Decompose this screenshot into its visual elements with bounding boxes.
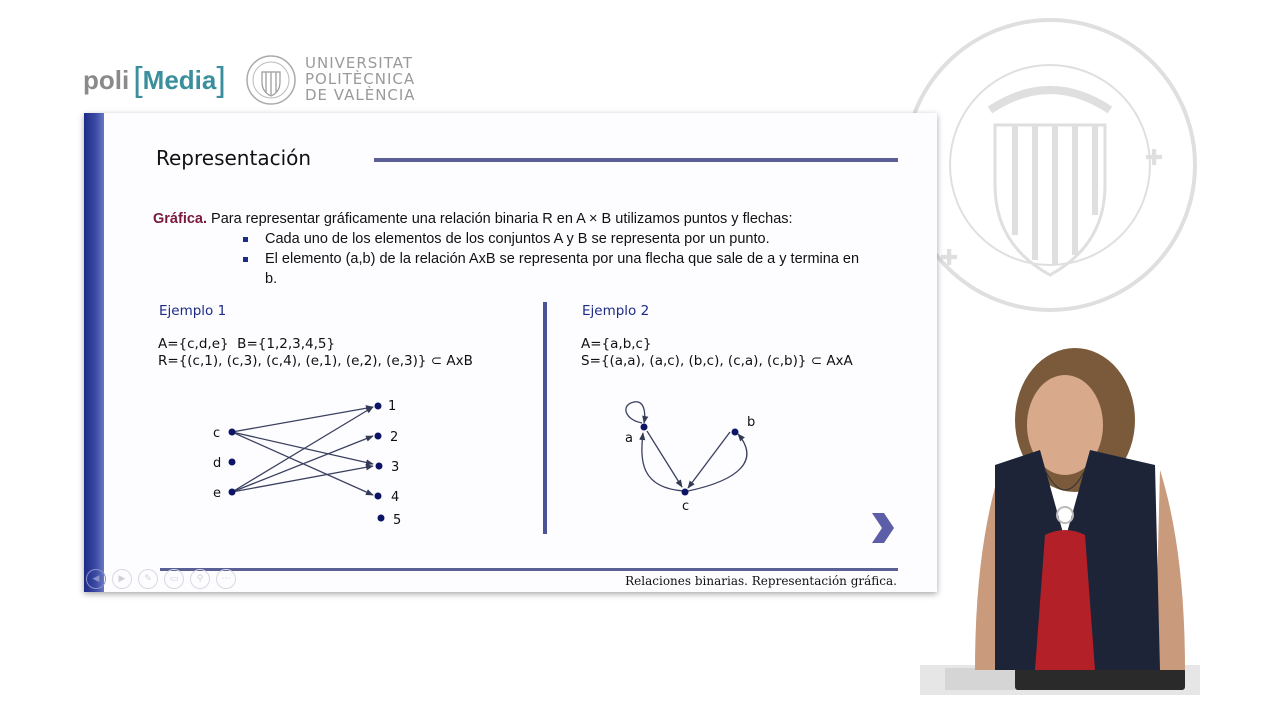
bullet-text: Cada uno de los elementos de los conjuntos A y B se representa por un punto. xyxy=(265,231,770,247)
node-e: e xyxy=(213,486,221,501)
university-name xyxy=(305,55,416,103)
polimedia-logo xyxy=(83,60,226,100)
example1-title: Ejemplo 1 xyxy=(159,303,227,319)
node-3: 3 xyxy=(391,460,400,475)
node-b: b xyxy=(747,415,756,430)
node-c: c xyxy=(213,426,221,441)
example2-set: A={a,b,c} xyxy=(581,336,652,352)
slide xyxy=(84,113,937,592)
play-icon[interactable]: ▶ xyxy=(112,569,132,589)
more-icon[interactable]: ⋯ xyxy=(216,569,236,589)
slides-icon[interactable]: ▭ xyxy=(164,569,184,589)
logo-poli-text: poli xyxy=(83,64,130,95)
svg-text:✚: ✚ xyxy=(1145,146,1164,171)
bullet-item xyxy=(241,229,913,249)
upv-seal-icon xyxy=(245,54,297,106)
logo-bracket-close: ] xyxy=(216,61,226,99)
intro-line xyxy=(153,209,913,229)
bottom-rule xyxy=(160,568,898,571)
intro-text: Para representar gráficamente una relación binaria R en A × B utilizamos puntos y flechas: xyxy=(207,211,793,227)
logo-bracket-open: [ xyxy=(133,61,143,99)
slide-footer: Relaciones binarias. Representación gráfica. xyxy=(625,574,897,588)
node-c2: c xyxy=(682,499,690,514)
example2-relation: S={(a,a), (a,c), (b,c), (c,a), (c,b)} ⊂ AxA xyxy=(581,353,853,369)
background-seal-icon xyxy=(900,15,1200,315)
svg-text:✚: ✚ xyxy=(940,246,959,271)
example1-graph xyxy=(200,390,420,540)
example1-sets: A={c,d,e} B={1,2,3,4,5} xyxy=(158,336,336,352)
pen-icon[interactable]: ✎ xyxy=(138,569,158,589)
logo-media-text: Media xyxy=(142,64,217,95)
examples-divider xyxy=(543,302,547,534)
bullet-square-icon xyxy=(243,237,248,242)
intro-block xyxy=(153,209,913,289)
grafica-label: Gráfica. xyxy=(153,211,207,227)
next-slide-chevron-icon[interactable] xyxy=(870,511,896,545)
slide-controls xyxy=(86,569,236,589)
example1-relation: R={(c,1), (c,3), (c,4), (e,1), (e,2), (e,3)} ⊂ AxB xyxy=(158,353,473,369)
zoom-icon[interactable]: ⚲ xyxy=(190,569,210,589)
bullet-square-icon xyxy=(243,257,248,262)
example2-graph xyxy=(600,390,780,520)
presenter-video xyxy=(905,330,1225,720)
slide-sidebar-bar xyxy=(84,113,104,592)
university-line-2: POLITÈCNICA xyxy=(305,70,416,88)
node-d: d xyxy=(213,456,222,471)
node-2: 2 xyxy=(390,430,399,445)
bullet-text: El elemento (a,b) de la relación AxB se representa por una flecha que sale de a y termina en b. xyxy=(265,251,860,287)
node-a: a xyxy=(625,431,633,446)
node-1: 1 xyxy=(388,399,397,414)
node-5: 5 xyxy=(393,513,402,528)
bullet-item xyxy=(241,249,865,289)
bullet-list xyxy=(241,229,913,289)
prev-icon[interactable]: ◀ xyxy=(86,569,106,589)
title-rule xyxy=(374,158,898,162)
slide-title: Representación xyxy=(156,146,312,170)
university-line-1: UNIVERSITAT xyxy=(305,54,413,72)
university-line-3: DE VALÈNCIA xyxy=(305,86,416,104)
example2-title: Ejemplo 2 xyxy=(582,303,650,319)
node-4: 4 xyxy=(391,490,400,505)
